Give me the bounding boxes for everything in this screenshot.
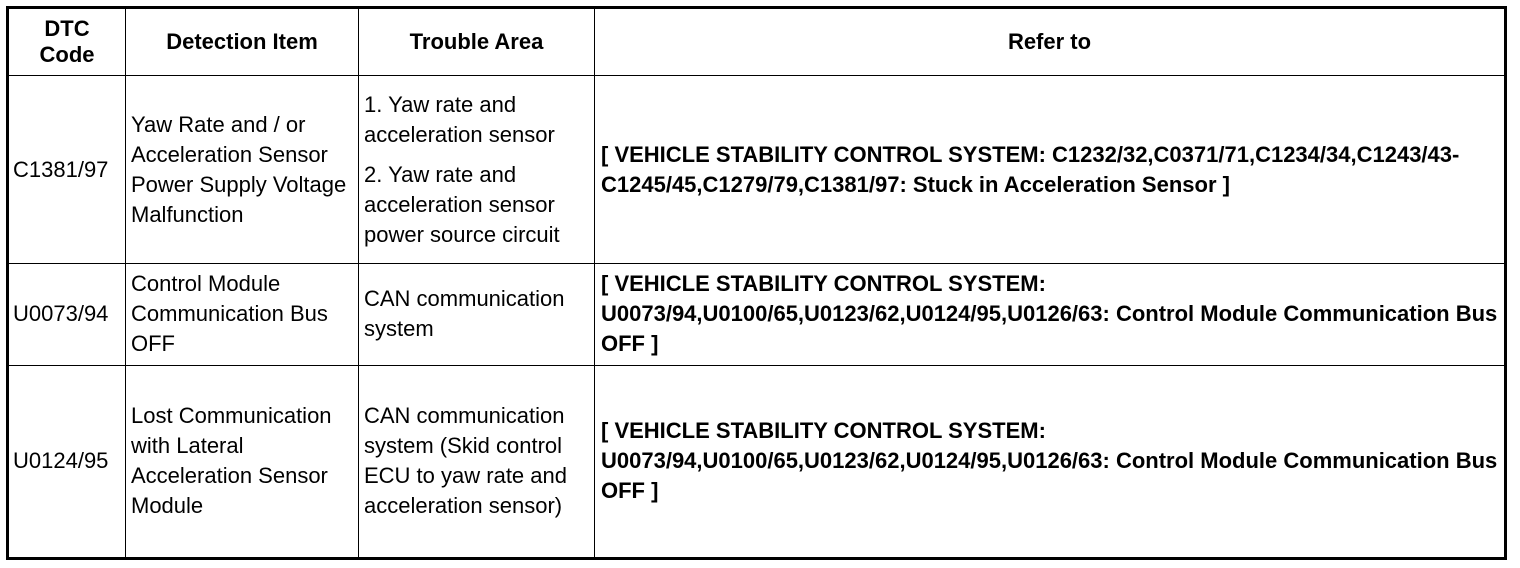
trouble-area-item: CAN communication system (Skid control ECU to yaw rate and acceleration sensor) [364,403,567,519]
dtc-code-cell: U0124/95 [8,365,126,558]
refer-to-link[interactable]: [ VEHICLE STABILITY CONTROL SYSTEM: U0073/94,U0100/65,U0123/62,U0124/95,U0126/63: Control Module Communication Bus OFF ] [595,365,1506,558]
trouble-area-item: CAN communication system [364,286,565,342]
table-row [8,76,1506,264]
trouble-area-cell [359,264,595,366]
header-dtc-code [8,8,126,76]
refer-to-link[interactable]: [ VEHICLE STABILITY CONTROL SYSTEM: C1232/32,C0371/71,C1234/34,C1243/43-C1245/45,C1279/79,C1381/97: Stuck in Acceleration Sensor ] [595,76,1506,264]
refer-to-link[interactable]: [ VEHICLE STABILITY CONTROL SYSTEM: U0073/94,U0100/65,U0123/62,U0124/95,U0126/63: Control Module Communication Bus OFF ] [595,264,1506,366]
header-dtc-code-label: DTC Code [39,16,95,67]
dtc-code-cell: C1381/97 [8,76,126,264]
detection-item-cell: Yaw Rate and / or Acceleration Sensor Power Supply Voltage Malfunction [126,76,359,264]
header-refer-to: Refer to [595,8,1506,76]
table-row [8,264,1506,366]
header-trouble-area: Trouble Area [359,8,595,76]
trouble-area-cell [359,76,595,264]
trouble-area-item: 1. Yaw rate and acceleration sensor [364,91,555,147]
trouble-area-item: 2. Yaw rate and acceleration sensor power source circuit [364,161,560,247]
dtc-code-cell: U0073/94 [8,264,126,366]
header-detection-item: Detection Item [126,8,359,76]
detection-item-cell: Control Module Communication Bus OFF [126,264,359,366]
detection-item-cell: Lost Communication with Lateral Acceleration Sensor Module [126,365,359,558]
trouble-area-cell [359,365,595,558]
table-header-row [8,8,1506,76]
dtc-table [6,6,1507,560]
table-row [8,365,1506,558]
